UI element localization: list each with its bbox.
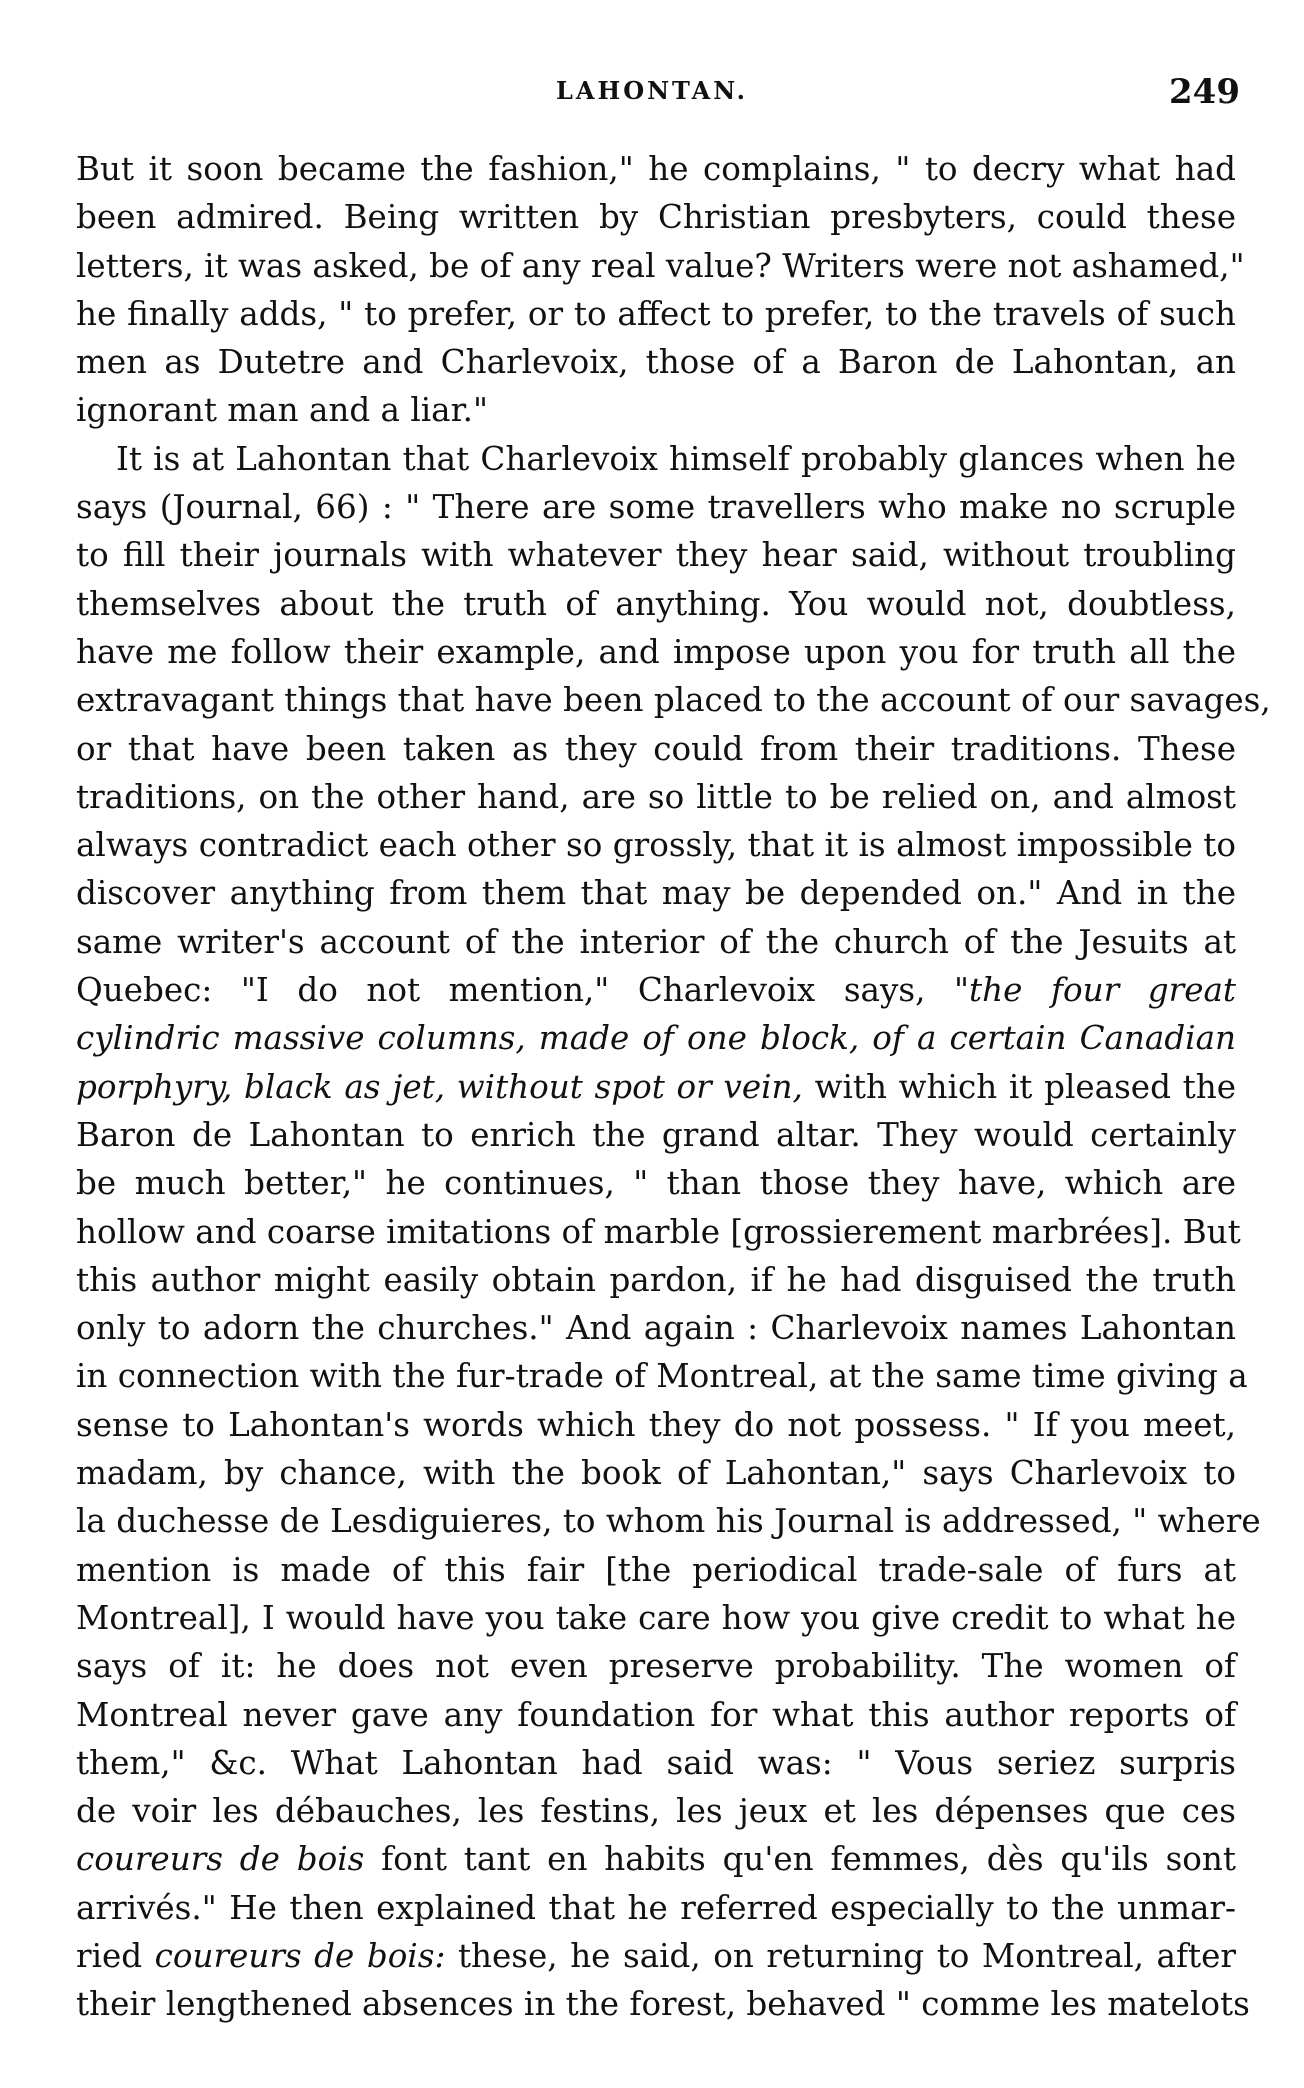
text-line [76,483,1236,531]
text-segment: arrivés." He then explained that he referred especially to the unmar- [76,1888,1236,1927]
text-line [76,290,1236,338]
text-line [76,531,1236,579]
text-segment: these, he said, on returning to Montreal, after [445,1936,1236,1975]
text-line [76,1111,1236,1159]
italic-text: the four great [969,971,1236,1010]
text-line [76,869,1236,917]
text-line [76,1449,1236,1497]
text-segment: same writer's account of the interior of the church of the Jesuits at [76,922,1236,961]
text-segment: been admired. Being written by Christian presbyters, could these [76,198,1236,237]
text-segment: says (Journal, 66) : " There are some travellers who make no scruple [76,488,1236,527]
text-line [76,1304,1236,1352]
text-line [76,1159,1236,1207]
text-segment: themselves about the truth of anything. You would not, doubtless, [76,584,1236,623]
text-line [76,918,1236,966]
text-line [76,242,1245,290]
text-segment: Montreal never gave any foundation for what this author reports of [76,1695,1236,1734]
text-segment: extravagant things that have been placed to the account of our savages, [76,681,1271,720]
text-line [76,1980,1250,2028]
text-line [76,1497,1261,1545]
text-line [76,966,1236,1014]
text-line [76,628,1236,676]
text-segment: ried [76,1936,155,1975]
text-line [76,821,1236,869]
text-segment: It is at Lahontan that Charlevoix himself probably glances when he [116,439,1236,478]
text-segment: But it soon became the fashion," he complains, " to decry what had [76,150,1236,188]
text-segment: have me follow their example, and impose upon you for truth all the [76,632,1236,671]
text-segment: madam, by chance, with the book of Lahontan," says Charlevoix to [76,1454,1236,1493]
running-title: LAHONTAN. [556,76,748,105]
text-segment: discover anything from them that may be depended on." And in the [76,874,1236,913]
text-line [76,1208,1241,1256]
text-segment: to fill their journals with whatever they hear said, without troubling [76,536,1236,575]
text-segment: says of it: he does not even preserve probability. The women of [76,1647,1236,1686]
text-segment: traditions, on the other hand, are so little to be relied on, and almost [76,777,1236,816]
text-segment: Baron de Lahontan to enrich the grand altar. They would certainly [76,1115,1236,1154]
italic-text: coureurs de bois [76,1840,365,1879]
text-line [76,338,1236,386]
text-line [76,1063,1236,1111]
text-segment: sense to Lahontan's words which they do not possess. " If you meet, [76,1405,1236,1444]
running-head [0,72,1304,112]
text-segment: men as Dutetre and Charlevoix, those of a Baron de Lahontan, an [76,343,1236,382]
text-line [76,1691,1236,1739]
text-segment: their lengthened absences in the forest, behaved " comme les matelots [76,1985,1250,2024]
text-segment: he finally adds, " to prefer, or to affect to prefer, to the travels of such [76,294,1236,333]
text-segment: this author might easily obtain pardon, if he had disguised the truth [76,1260,1236,1299]
text-segment: mention is made of this fair [the periodical trade-sale of furs at [76,1550,1236,1589]
text-line [76,1352,1248,1400]
body-text [76,145,1271,2029]
text-segment: font tant en habits qu'en femmes, dès qu'ils sont [364,1840,1236,1879]
text-line [76,145,1236,193]
text-line [76,1401,1236,1449]
text-segment: only to adorn the churches." And again : Charlevoix names Lahontan [76,1309,1236,1348]
italic-text: porphyry, black as jet, without spot or vein, [76,1067,803,1106]
text-line [76,1739,1236,1787]
text-segment: always contradict each other so grossly, that it is almost impossible to [76,826,1236,865]
text-line [76,1787,1236,1835]
text-segment: letters, it was asked, be of any real value? Writers were not ashamed," [76,246,1245,285]
text-line [76,1594,1236,1642]
text-line [76,676,1271,724]
text-line [76,1546,1236,1594]
italic-text: cylindric massive columns, made of one block, of a certain Canadian [76,1019,1236,1058]
text-line [76,773,1236,821]
text-line [76,1014,1236,1062]
text-segment: them," &c. What Lahontan had said was: " Vous seriez surpris [76,1743,1236,1782]
text-line [76,580,1236,628]
text-segment: in connection with the fur-trade of Montreal, at the same time giving a [76,1357,1248,1396]
italic-text: coureurs de bois: [154,1936,446,1975]
text-segment: or that have been taken as they could from their traditions. These [76,729,1236,768]
text-line [76,1256,1236,1304]
text-segment: la duchesse de Lesdiguieres, to whom his Journal is addressed, " where [76,1502,1261,1541]
text-segment: hollow and coarse imitations of marble [grossierement marbrées]. But [76,1212,1241,1251]
page-number: 249 [1169,72,1240,112]
text-segment: be much better," he continues, " than those they have, which are [76,1164,1236,1203]
text-segment: with which it pleased the [802,1067,1236,1106]
text-segment: Montreal], I would have you take care how you give credit to what he [76,1598,1236,1637]
text-segment: ignorant man and a liar." [76,391,488,430]
text-line [76,1835,1236,1883]
text-line [76,386,1236,434]
text-line [76,725,1236,773]
text-segment: Quebec: "I do not mention," Charlevoix says, " [76,971,970,1010]
text-line [76,435,1236,483]
text-line [76,1642,1236,1690]
text-line [76,1884,1236,1932]
text-line [76,193,1236,241]
text-line [76,1932,1236,1980]
text-segment: de voir les débauches, les festins, les jeux et les dépenses que ces [76,1792,1236,1831]
